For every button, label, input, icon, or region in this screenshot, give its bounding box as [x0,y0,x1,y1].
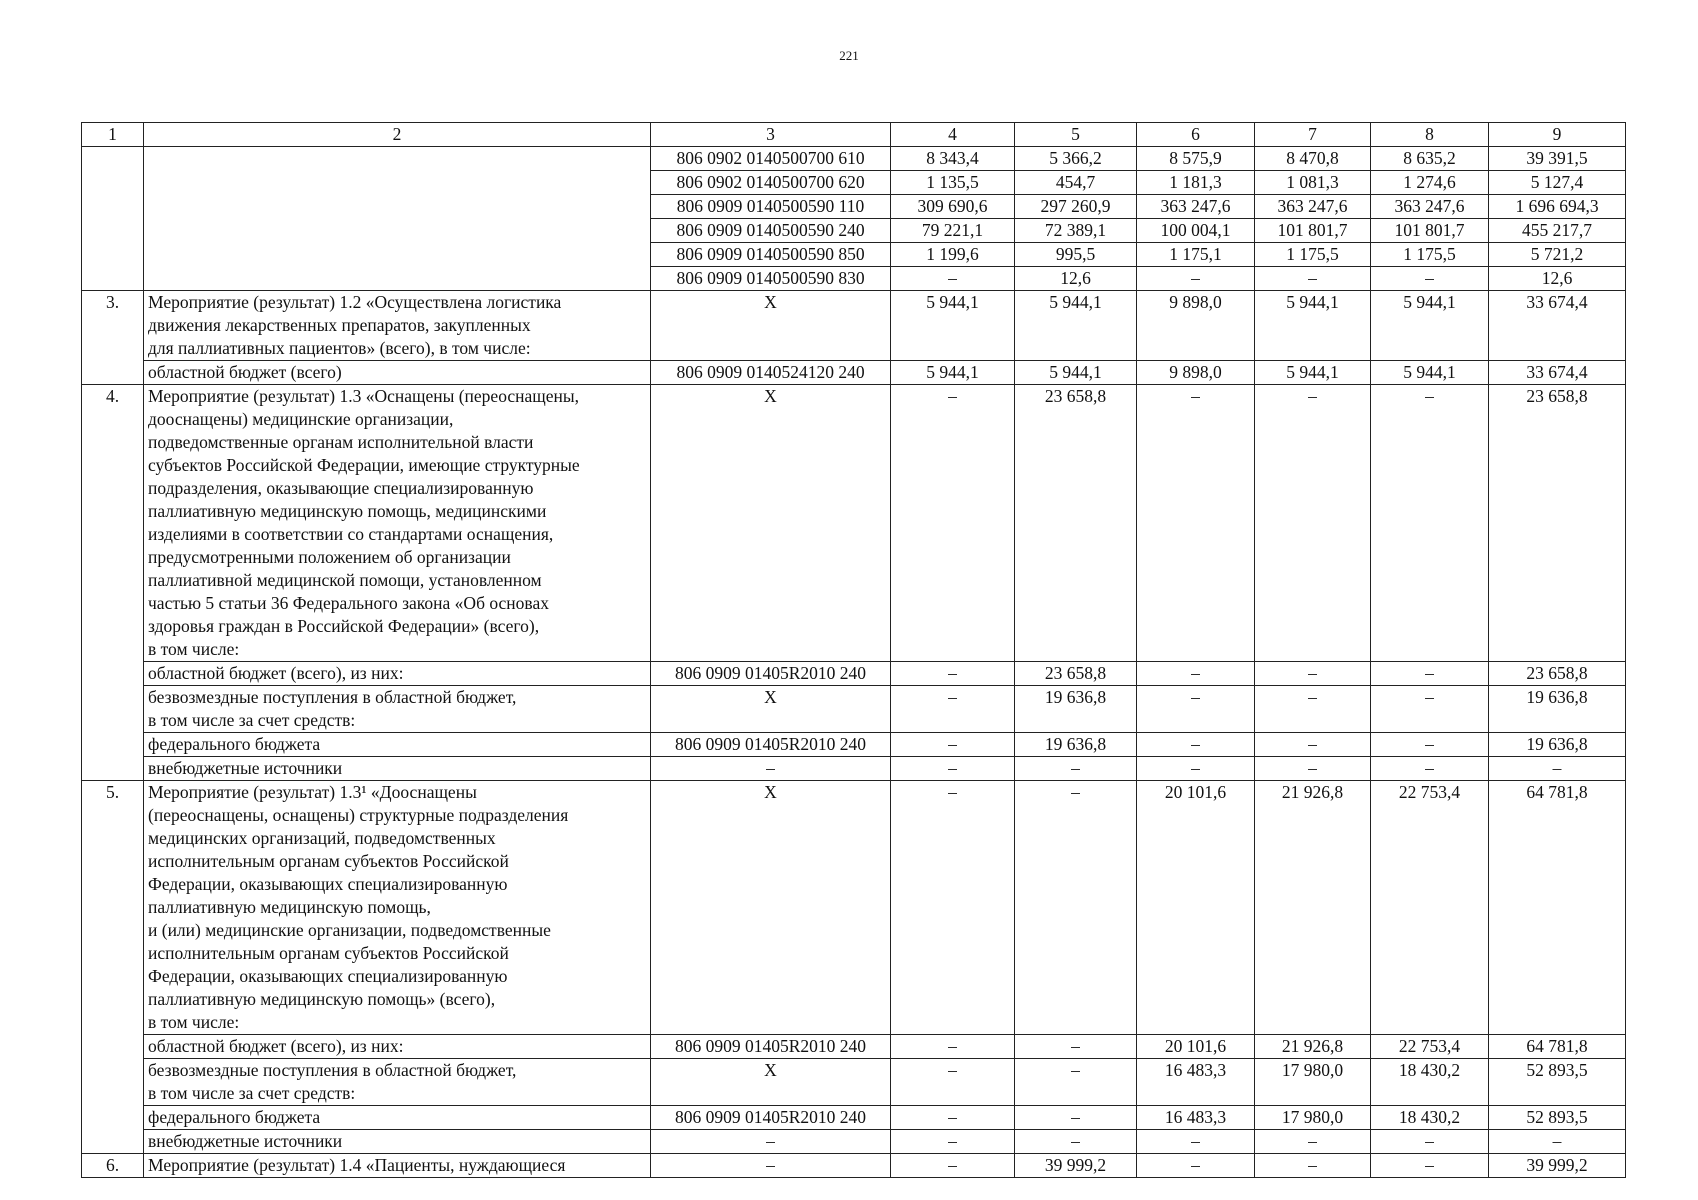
budget-code-cell: Х [651,1059,891,1106]
amount-cell: 23 658,8 [1015,385,1137,662]
amount-cell: 52 893,5 [1489,1059,1626,1106]
table-row [82,361,1626,385]
amount-cell: 454,7 [1015,171,1137,195]
amount-cell: 22 753,4 [1371,1035,1489,1059]
header-cell: 4 [891,123,1015,147]
header-cell: 2 [144,123,651,147]
amount-cell: – [1137,1154,1255,1178]
amount-cell: – [1255,1154,1371,1178]
table-header-row [82,123,1626,147]
amount-cell: 5 366,2 [1015,147,1137,171]
header-cell: 7 [1255,123,1371,147]
amount-cell: 20 101,6 [1137,781,1255,1035]
amount-cell: 1 135,5 [891,171,1015,195]
budget-code-cell: Х [651,781,891,1035]
amount-cell: 64 781,8 [1489,781,1626,1035]
amount-cell: 8 635,2 [1371,147,1489,171]
description-cell: Мероприятие (результат) 1.2 «Осуществлена логистика движения лекарственных препаратов, закупленных для паллиативных пациентов» (всего), в том числе: [144,291,651,361]
amount-cell: – [1255,385,1371,662]
table-row [82,1059,1626,1106]
description-cell: федерального бюджета [144,1106,651,1130]
amount-cell: 363 247,6 [1255,195,1371,219]
table-row [82,757,1626,781]
budget-code-cell: 806 0909 0140500590 240 [651,219,891,243]
amount-cell: 101 801,7 [1255,219,1371,243]
amount-cell: 363 247,6 [1137,195,1255,219]
amount-cell: 5 944,1 [891,291,1015,361]
amount-cell: – [891,1130,1015,1154]
amount-cell: – [1371,733,1489,757]
item-number-cell: 5. [82,781,144,1154]
amount-cell: 22 753,4 [1371,781,1489,1035]
header-cell: 9 [1489,123,1626,147]
amount-cell: 19 636,8 [1015,733,1137,757]
amount-cell: – [1255,733,1371,757]
header-cell: 3 [651,123,891,147]
amount-cell: 19 636,8 [1489,733,1626,757]
amount-cell: 64 781,8 [1489,1035,1626,1059]
amount-cell: 17 980,0 [1255,1059,1371,1106]
amount-cell: 33 674,4 [1489,291,1626,361]
amount-cell: – [891,686,1015,733]
budget-code-cell: 806 0902 0140500700 610 [651,147,891,171]
amount-cell: 1 081,3 [1255,171,1371,195]
amount-cell: 1 175,5 [1371,243,1489,267]
item-number-cell: 4. [82,385,144,781]
amount-cell: – [1015,1035,1137,1059]
amount-cell: 21 926,8 [1255,781,1371,1035]
description-cell: областной бюджет (всего), из них: [144,1035,651,1059]
budget-code-cell: 806 0909 01405R2010 240 [651,733,891,757]
budget-table [81,122,1626,1178]
amount-cell: 8 470,8 [1255,147,1371,171]
budget-code-cell: Х [651,686,891,733]
amount-cell: – [1137,686,1255,733]
amount-cell: 8 575,9 [1137,147,1255,171]
amount-cell: – [1371,757,1489,781]
amount-cell: 1 181,3 [1137,171,1255,195]
amount-cell: 18 430,2 [1371,1059,1489,1106]
amount-cell: 9 898,0 [1137,361,1255,385]
amount-cell: – [1137,267,1255,291]
budget-code-cell: 806 0909 01405R2010 240 [651,1106,891,1130]
amount-cell: – [891,733,1015,757]
amount-cell: – [1255,267,1371,291]
amount-cell: – [1371,267,1489,291]
amount-cell: 23 658,8 [1015,662,1137,686]
amount-cell: – [1137,733,1255,757]
budget-code-cell: 806 0902 0140500700 620 [651,171,891,195]
amount-cell: – [891,385,1015,662]
amount-cell: 39 391,5 [1489,147,1626,171]
description-cell: Мероприятие (результат) 1.4 «Пациенты, нуждающиеся [144,1154,651,1178]
amount-cell: – [1255,662,1371,686]
amount-cell: 363 247,6 [1371,195,1489,219]
amount-cell: – [891,781,1015,1035]
amount-cell: – [1489,1130,1626,1154]
amount-cell: 39 999,2 [1015,1154,1137,1178]
amount-cell: 5 944,1 [1015,361,1137,385]
description-cell: безвозмездные поступления в областной бюджет, в том числе за счет средств: [144,686,651,733]
table-row [82,662,1626,686]
budget-code-cell: – [651,1154,891,1178]
amount-cell: 5 944,1 [1015,291,1137,361]
amount-cell: – [1489,757,1626,781]
description-cell: внебюджетные источники [144,1130,651,1154]
description-cell [144,147,651,291]
amount-cell: – [1255,757,1371,781]
amount-cell: – [1371,662,1489,686]
header-cell: 5 [1015,123,1137,147]
description-cell: Мероприятие (результат) 1.3¹ «Дооснащены (переоснащены, оснащены) структурные подразделения медицинских организаций, подведомственных исполнительным органам субъектов Российской Федерации, оказывающих специализированную паллиативную медицинскую помощь, и (или) медицинские организации, подведомственные исполнительным органам субъектов Российской Федерации, оказывающих специализированную паллиативную медицинскую помощь» (всего), в том числе: [144,781,651,1035]
budget-code-cell: – [651,757,891,781]
amount-cell: 5 944,1 [1255,291,1371,361]
table-row [82,147,1626,171]
item-number-cell: 3. [82,291,144,385]
amount-cell: 5 944,1 [1255,361,1371,385]
table-row [82,291,1626,361]
amount-cell: 33 674,4 [1489,361,1626,385]
header-cell: 6 [1137,123,1255,147]
table-row [82,733,1626,757]
amount-cell: 297 260,9 [1015,195,1137,219]
table-row [82,781,1626,1035]
amount-cell: – [1137,385,1255,662]
table-row [82,1106,1626,1130]
amount-cell: 995,5 [1015,243,1137,267]
amount-cell: – [891,1154,1015,1178]
amount-cell: – [891,1035,1015,1059]
amount-cell: 309 690,6 [891,195,1015,219]
amount-cell: – [1255,686,1371,733]
amount-cell: 72 389,1 [1015,219,1137,243]
amount-cell: 16 483,3 [1137,1059,1255,1106]
amount-cell: – [891,1059,1015,1106]
amount-cell: 20 101,6 [1137,1035,1255,1059]
budget-code-cell: 806 0909 01405R2010 240 [651,662,891,686]
amount-cell: – [1371,1130,1489,1154]
budget-code-cell: 806 0909 01405R2010 240 [651,1035,891,1059]
budget-code-cell: 806 0909 0140500590 850 [651,243,891,267]
header-cell: 1 [82,123,144,147]
amount-cell: 52 893,5 [1489,1106,1626,1130]
table-row [82,1035,1626,1059]
amount-cell: – [1015,1106,1137,1130]
amount-cell: 1 175,5 [1255,243,1371,267]
table-row [82,686,1626,733]
amount-cell: 8 343,4 [891,147,1015,171]
item-number-cell [82,147,144,291]
description-cell: областной бюджет (всего), из них: [144,662,651,686]
description-cell: безвозмездные поступления в областной бюджет, в том числе за счет средств: [144,1059,651,1106]
amount-cell: 5 721,2 [1489,243,1626,267]
amount-cell: – [1137,757,1255,781]
description-cell: областной бюджет (всего) [144,361,651,385]
amount-cell: 5 944,1 [1371,291,1489,361]
description-cell: Мероприятие (результат) 1.3 «Оснащены (переоснащены, дооснащены) медицинские организации, подведомственные органам исполнительной власти субъектов Российской Федерации, имеющие структурные подразделения, оказывающие специализированную паллиативную медицинскую помощь, медицинскими изделиями в соответствии со стандартами оснащения, предусмотренными положением об организации паллиативной медицинской помощи, установленном частью 5 статьи 36 Федерального закона «Об основах здоровья граждан в Российской Федерации» (всего), в том числе: [144,385,651,662]
description-cell: федерального бюджета [144,733,651,757]
header-cell: 8 [1371,123,1489,147]
amount-cell: 1 696 694,3 [1489,195,1626,219]
budget-code-cell: 806 0909 0140500590 110 [651,195,891,219]
table-row [82,385,1626,662]
budget-code-cell: Х [651,291,891,361]
amount-cell: – [1255,1130,1371,1154]
budget-code-cell: – [651,1130,891,1154]
amount-cell: 455 217,7 [1489,219,1626,243]
amount-cell: – [1015,757,1137,781]
amount-cell: – [1371,686,1489,733]
amount-cell: 100 004,1 [1137,219,1255,243]
amount-cell: – [1137,1130,1255,1154]
item-number-cell: 6. [82,1154,144,1178]
page-number: 221 [839,48,859,63]
amount-cell: 17 980,0 [1255,1106,1371,1130]
amount-cell: 19 636,8 [1489,686,1626,733]
amount-cell: – [1015,1130,1137,1154]
amount-cell: 12,6 [1489,267,1626,291]
amount-cell: – [891,267,1015,291]
amount-cell: 79 221,1 [891,219,1015,243]
amount-cell: – [891,757,1015,781]
amount-cell: 16 483,3 [1137,1106,1255,1130]
amount-cell: 5 127,4 [1489,171,1626,195]
amount-cell: 1 199,6 [891,243,1015,267]
amount-cell: 23 658,8 [1489,385,1626,662]
amount-cell: 21 926,8 [1255,1035,1371,1059]
amount-cell: 1 175,1 [1137,243,1255,267]
budget-code-cell: 806 0909 0140524120 240 [651,361,891,385]
table-row [82,1130,1626,1154]
amount-cell: 19 636,8 [1015,686,1137,733]
amount-cell: 5 944,1 [891,361,1015,385]
amount-cell: – [1371,1154,1489,1178]
amount-cell: – [1137,662,1255,686]
amount-cell: 18 430,2 [1371,1106,1489,1130]
amount-cell: – [1015,1059,1137,1106]
amount-cell: 101 801,7 [1371,219,1489,243]
amount-cell: – [1015,781,1137,1035]
budget-code-cell: 806 0909 0140500590 830 [651,267,891,291]
amount-cell: 5 944,1 [1371,361,1489,385]
amount-cell: – [891,662,1015,686]
description-cell: внебюджетные источники [144,757,651,781]
amount-cell: 9 898,0 [1137,291,1255,361]
amount-cell: – [1371,385,1489,662]
amount-cell: 12,6 [1015,267,1137,291]
budget-code-cell: Х [651,385,891,662]
amount-cell: 23 658,8 [1489,662,1626,686]
amount-cell: 39 999,2 [1489,1154,1626,1178]
amount-cell: – [891,1106,1015,1130]
amount-cell: 1 274,6 [1371,171,1489,195]
table-row [82,1154,1626,1178]
